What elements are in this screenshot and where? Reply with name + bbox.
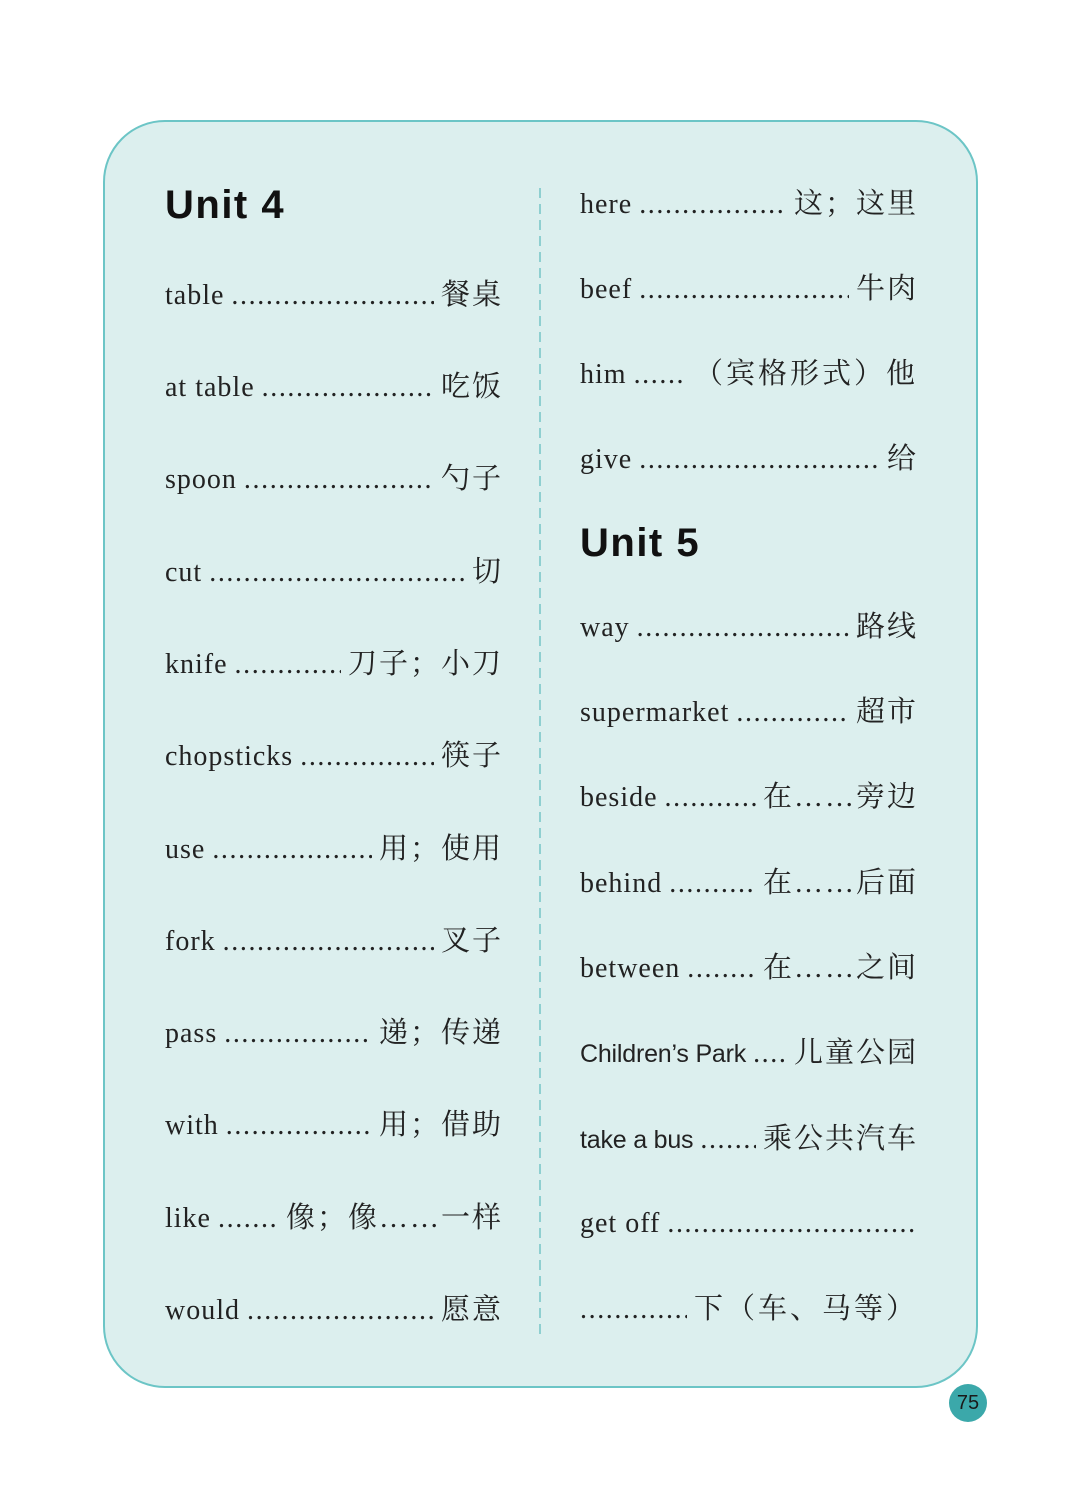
entry-meaning: 在……后面 [762, 866, 918, 899]
vocab-entry-knife [165, 618, 501, 710]
entry-word: would [165, 1295, 240, 1327]
dot-leader [223, 925, 434, 959]
vocab-entry-beef [580, 247, 916, 332]
entry-word: supermarket [580, 697, 730, 729]
entry-word: chopsticks [165, 741, 294, 773]
vocab-entry-use [165, 803, 501, 895]
vocab-entry-chopsticks [165, 710, 501, 802]
entry-meaning: 路线 [855, 610, 918, 643]
entry-meaning: 勺子 [440, 463, 503, 496]
entry-meaning: 在……旁边 [762, 781, 918, 814]
dot-leader [665, 781, 756, 815]
right-column [580, 161, 916, 1352]
entry-word: table [165, 279, 225, 311]
vocab-entry-him [580, 332, 916, 417]
dot-leader [244, 463, 434, 497]
dot-leader [235, 648, 341, 682]
entry-word: at table [165, 372, 255, 404]
entry-meaning: 切 [471, 555, 503, 588]
entry-word: spoon [165, 464, 237, 496]
entry-word: get off [580, 1208, 661, 1240]
vocab-entry-fork [165, 895, 501, 987]
vocab-entry-cut [165, 526, 501, 618]
dot-leader [639, 443, 880, 477]
dot-leader [300, 740, 434, 774]
page-number: 75 [956, 1391, 980, 1414]
vocab-entry-get-off-continued [580, 1267, 916, 1352]
entry-meaning: 刀子；小刀 [347, 647, 503, 680]
entry-meaning: 吃饭 [440, 371, 503, 404]
dot-leader [753, 1037, 787, 1071]
entry-word: beef [580, 273, 633, 305]
entry-word: like [165, 1202, 211, 1234]
entry-meaning: 餐桌 [440, 278, 503, 311]
entry-meaning: 递；传递 [378, 1017, 503, 1050]
dot-leader [700, 1123, 756, 1157]
entry-meaning: 用；借助 [378, 1109, 503, 1142]
dot-leader [736, 696, 849, 730]
entry-meaning: 儿童公园 [793, 1037, 918, 1070]
entry-word: him [580, 359, 627, 391]
entry-meaning: 愿意 [440, 1294, 503, 1327]
entry-meaning: （宾格形式）他 [693, 358, 918, 391]
vocab-entry-table [165, 249, 501, 341]
entry-word: beside [580, 782, 658, 814]
entry-word: fork [165, 925, 216, 957]
vocab-entry-behind [580, 840, 916, 925]
entry-word: between [580, 952, 681, 984]
dot-leader [639, 188, 787, 222]
vocab-entry-at-table [165, 341, 501, 433]
vocab-entry-beside [580, 755, 916, 840]
dot-leader [634, 358, 687, 392]
entry-meaning: 叉子 [440, 924, 503, 957]
page-number-badge [949, 1384, 987, 1422]
vocab-entry-between [580, 926, 916, 1011]
entry-meaning: 像；像……一样 [285, 1201, 503, 1234]
vocab-entry-give [580, 417, 916, 502]
vocab-entry-would [165, 1264, 501, 1356]
vocab-entry-with [165, 1080, 501, 1172]
entry-meaning: 下（车、马等） [693, 1293, 918, 1326]
vocab-entry-childrens-park [580, 1011, 916, 1096]
left-column [165, 161, 501, 1357]
vocab-entry-supermarket [580, 670, 916, 755]
vocab-entry-take-a-bus [580, 1096, 916, 1181]
dot-leader [231, 279, 434, 313]
dot-leader [247, 1294, 434, 1328]
dot-leader [687, 952, 756, 986]
entry-meaning: 超市 [855, 696, 918, 729]
vocab-entry-way [580, 585, 916, 670]
entry-meaning: 乘公共汽车 [762, 1122, 918, 1155]
entry-word: behind [580, 867, 663, 899]
dot-leader [224, 1017, 372, 1051]
entry-meaning: 给 [886, 443, 918, 476]
entry-meaning: 牛肉 [855, 272, 918, 305]
entry-word: Children’s Park [580, 1040, 747, 1069]
vocab-entry-like [165, 1172, 501, 1264]
entry-word: cut [165, 556, 203, 588]
vocab-entry-here [580, 161, 916, 246]
vocab-entry-spoon [165, 434, 501, 526]
entry-word: pass [165, 1018, 218, 1050]
entry-word: give [580, 444, 633, 476]
entry-word: way [580, 611, 630, 643]
dot-leader [637, 611, 849, 645]
vocab-entry-pass [165, 987, 501, 1079]
dot-leader [212, 833, 372, 867]
dot-leader [262, 371, 434, 405]
entry-meaning: 筷子 [440, 740, 503, 773]
dot-leader [218, 1202, 279, 1236]
entry-meaning: 在……之间 [762, 951, 918, 984]
unit-4-heading: Unit 4 [165, 182, 286, 227]
entry-meaning: 这；这里 [793, 187, 918, 220]
entry-word: use [165, 833, 206, 865]
dot-leader [669, 867, 756, 901]
dot-leader [209, 556, 465, 590]
vocab-entry-get-off [580, 1182, 916, 1267]
entry-word: knife [165, 648, 228, 680]
entry-word: with [165, 1110, 219, 1142]
unit-5-heading: Unit 5 [580, 521, 701, 566]
dot-leader [580, 1293, 687, 1327]
entry-word: take a bus [580, 1125, 694, 1154]
entry-meaning: 用；使用 [378, 832, 503, 865]
entry-word: here [580, 188, 633, 220]
column-divider [539, 188, 541, 1340]
dot-leader [226, 1109, 372, 1143]
dot-leader [667, 1207, 916, 1241]
dot-leader [639, 273, 849, 307]
